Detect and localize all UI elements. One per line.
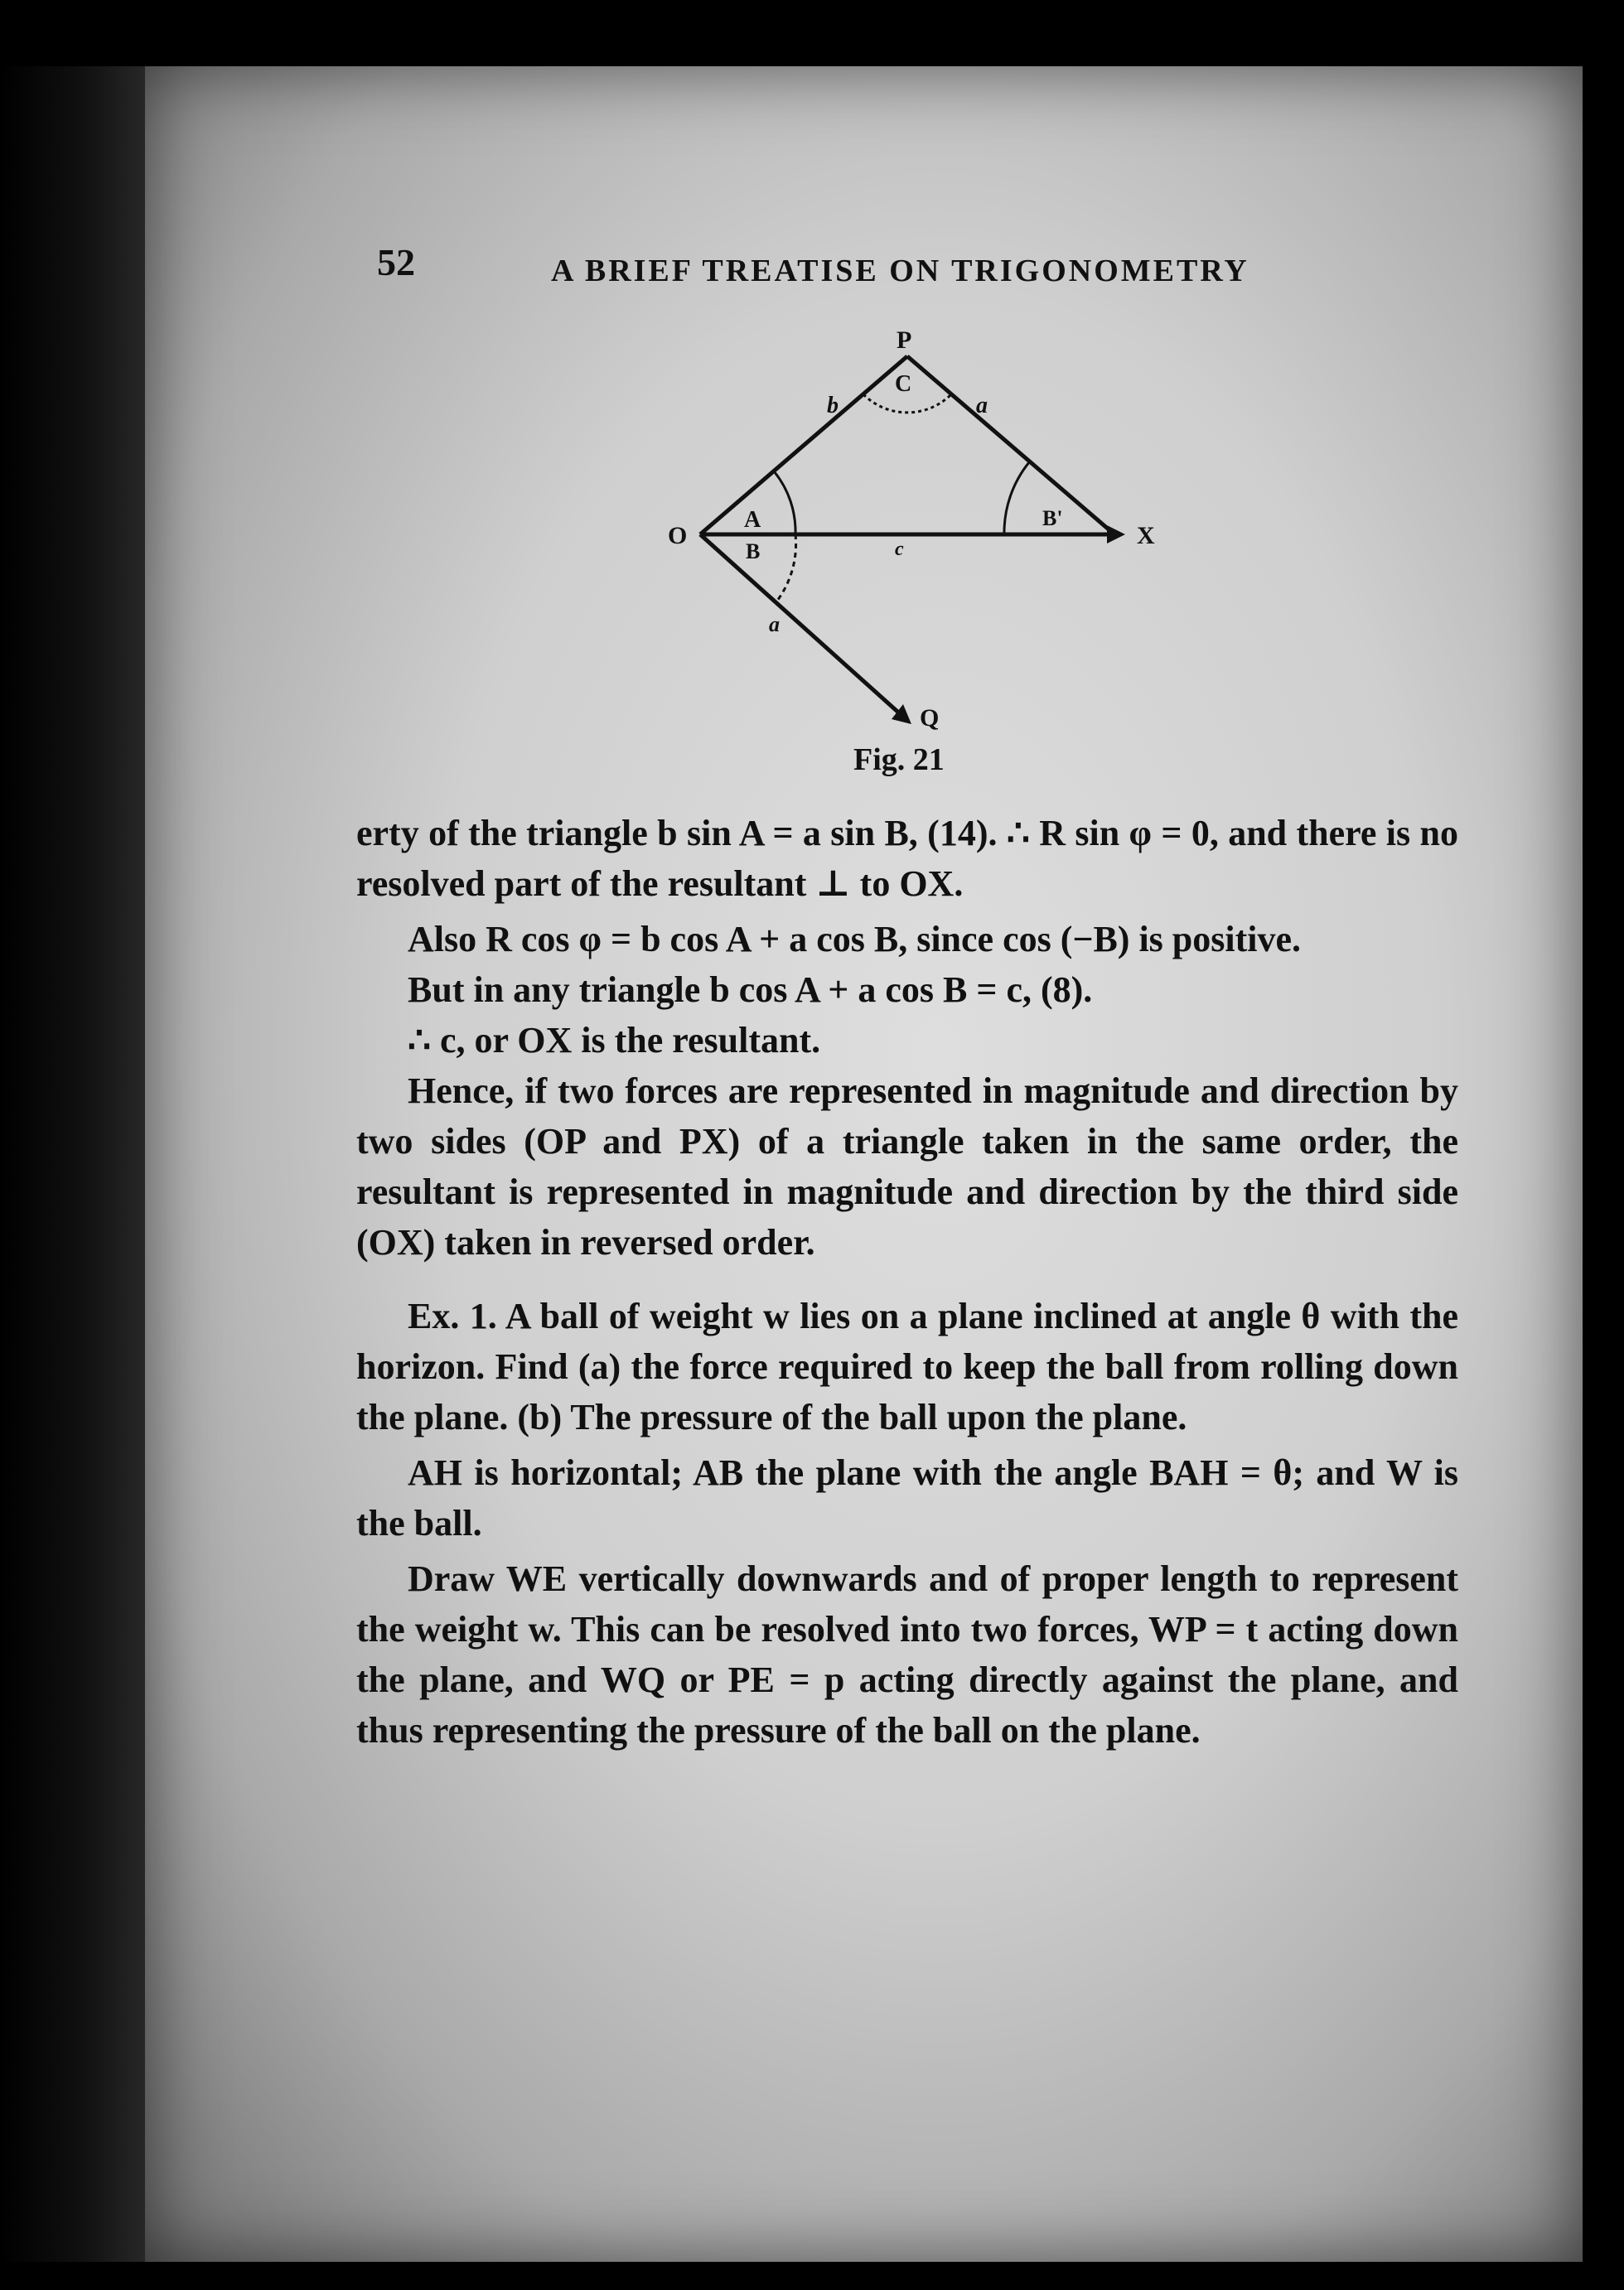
label-p: P <box>897 326 912 354</box>
label-b-angle: B <box>746 539 761 563</box>
label-b-side: b <box>827 393 839 418</box>
angle-arc-b-prime <box>1004 462 1029 534</box>
scan-border-top <box>0 0 1624 66</box>
scan-border-bottom <box>0 2262 1624 2290</box>
paragraph-2: Also R cos φ = b cos A + a cos B, since cos (−B) is positive. <box>408 919 1302 959</box>
paragraph-1: erty of the triangle b sin A = a sin B, (14). ∴ R sin φ = 0, and there is no resolved part of the resultant ⊥ to OX. <box>356 813 1458 904</box>
label-x: X <box>1137 522 1155 549</box>
example-1-paragraph: Ex. 1. A ball of weight w lies on a plane inclined at angle θ with the horizon. Find (a) the force required to keep the ball from rolling down the plane. (b) The pressure of the ball upon the plane. <box>356 1296 1458 1437</box>
label-a-side: a <box>976 393 988 418</box>
triangle-of-forces-figure <box>646 315 1185 746</box>
scan-border-right <box>1583 0 1624 2290</box>
side-oq <box>700 534 903 717</box>
side-px <box>907 356 1114 534</box>
paragraph-3: But in any triangle b cos A + a cos B = c, (8). <box>408 969 1093 1010</box>
paragraph-5: Hence, if two forces are represented in magnitude and direction by two sides (OP and PX) of a triangle taken in the same order, the resultant is represented in magnitude and direction by the third side (OX) taken in reversed order. <box>356 1070 1458 1263</box>
paragraph-4: ∴ c, or OX is the resultant. <box>408 1020 821 1060</box>
angle-arc-a-lower <box>777 534 796 601</box>
page-number: 52 <box>377 241 415 283</box>
side-op <box>700 356 907 534</box>
arrowhead-x <box>1107 525 1125 544</box>
label-b-prime-angle: B' <box>1042 506 1063 530</box>
angle-arc-c <box>863 394 951 413</box>
label-a-angle: A <box>744 507 761 533</box>
body-text <box>356 808 1458 1756</box>
label-o: O <box>668 522 688 549</box>
angle-arc-a <box>775 472 795 534</box>
figure-caption: Fig. 21 <box>853 742 945 777</box>
running-head: A BRIEF TREATISE ON TRIGONOMETRY <box>551 254 1249 288</box>
paragraph-8: Draw WE vertically downwards and of proper length to represent the weight w. This can be resolved into two forces, WP = t acting down the plane, and WQ or PE = p acting directly against the plane, and thus representing the pressure of the ball on the plane. <box>356 1558 1458 1751</box>
label-c-angle: C <box>895 371 912 397</box>
label-c-side: c <box>895 539 904 560</box>
paragraph-7: AH is horizontal; AB the plane with the angle BAH = θ; and W is the ball. <box>356 1452 1458 1544</box>
label-a-lower: a <box>769 612 780 636</box>
label-q: Q <box>920 704 940 732</box>
